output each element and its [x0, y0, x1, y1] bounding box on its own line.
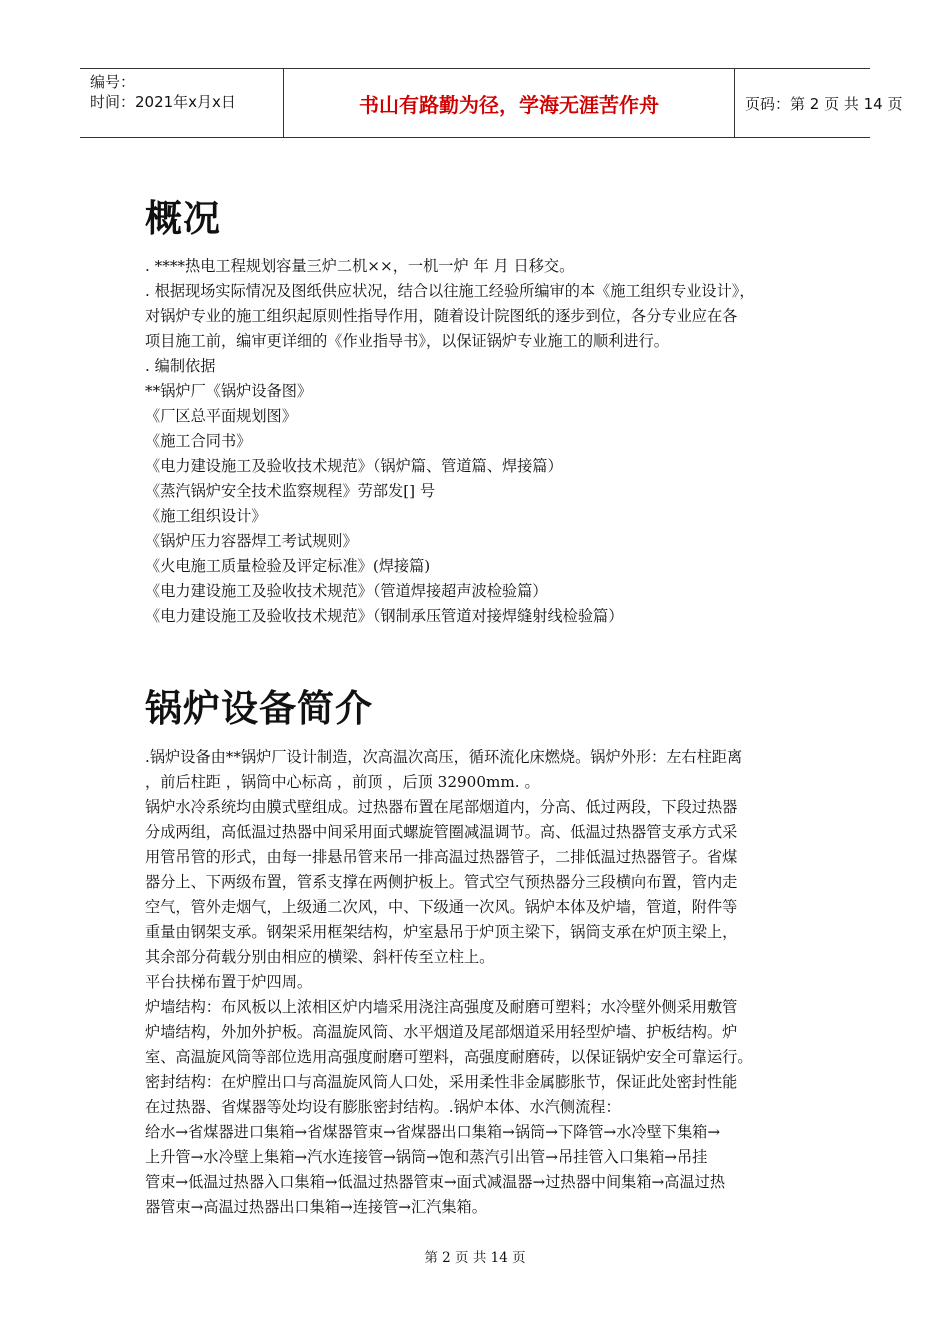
text-line: 重量由钢架支承。钢架采用框架结构，炉室悬吊于炉顶主梁下，锅筒支承在炉顶主梁上， — [145, 923, 738, 941]
text-line: 《电力建设施工及验收技术规范》（锅炉篇、管道篇、焊接篇） — [145, 457, 563, 475]
text-line: 《蒸汽锅炉安全技术监察规程》劳部发[] 号 — [145, 482, 436, 500]
text-line: 在过热器、省煤器等处均设有膨胀密封结构。.锅炉本体、水汽侧流程： — [145, 1098, 621, 1116]
text-line: 《施工组织设计》 — [145, 507, 267, 525]
text-line: 室、高温旋风筒等部位选用高强度耐磨可塑料，高强度耐磨砖，以保证锅炉安全可靠运行。 — [145, 1048, 753, 1066]
text-line: 项目施工前，编审更详细的《作业指导书》，以保证锅炉专业施工的顺利进行。 — [145, 332, 669, 350]
text-line: 空气，管外走烟气，上级通二次风，中、下级通一次风。锅炉本体及炉墙，管道，附件等 — [145, 898, 738, 916]
section-body-boiler-equipment — [145, 745, 817, 1220]
text-line: ，前后柱距 ，锅筒中心标高 ，前顶 ，后顶 32900mm. 。 — [145, 773, 540, 791]
text-line: 上升管→水冷壁上集箱→汽水连接管→锅筒→饱和蒸汽引出管→吊挂管入口集箱→吊挂 — [145, 1148, 708, 1166]
text-line: . ****热电工程规划容量三炉二机××，一机一炉 年 月 日移交。 — [145, 257, 575, 275]
text-line: . 根据现场实际情况及图纸供应状况，结合以往施工经验所编审的本《施工组织专业设计》， — [145, 282, 755, 300]
text-line: 《电力建设施工及验收技术规范》（管道焊接超声波检验篇） — [145, 582, 548, 600]
motto-text: 书山有路勤为径，学海无涯苦作舟 — [359, 93, 659, 117]
text-line: **锅炉厂《锅炉设备图》 — [145, 382, 313, 400]
header-motto-cell — [284, 69, 735, 137]
text-line: 《厂区总平面规划图》 — [145, 407, 297, 425]
text-line: 平台扶梯布置于炉四周。 — [145, 973, 313, 991]
header-meta-cell — [80, 69, 284, 137]
text-line: 密封结构：在炉膛出口与高温旋风筒人口处，采用柔性非金属膨胀节，保证此处密封性能 — [145, 1073, 738, 1091]
text-line: 用管吊管的形式，由每一排悬吊管来吊一排高温过热器管子，二排低温过热器管子。省煤 — [145, 848, 738, 866]
text-line: 炉墙结构，外加外护板。高温旋风筒、水平烟道及尾部烟道采用轻型炉墙、护板结构。炉 — [145, 1023, 738, 1041]
text-line: 其余部分荷载分别由相应的横梁、斜杆传至立柱上。 — [145, 948, 495, 966]
section-title-overview: 概况 — [145, 197, 221, 240]
page-footer: 第 2 页 共 14 页 — [424, 1250, 526, 1266]
document-date: 时间：2021年x月x日 — [90, 93, 236, 111]
text-line: 《电力建设施工及验收技术规范》（钢制承压管道对接焊缝射线检验篇） — [145, 607, 624, 625]
text-line: 《锅炉压力容器焊工考试规则》 — [145, 532, 358, 550]
text-line: . 编制依据 — [145, 357, 216, 375]
text-line: 给水→省煤器进口集箱→省煤器管束→省煤器出口集箱→锅筒→下降管→水冷壁下集箱→ — [145, 1123, 721, 1141]
text-line: 锅炉水冷系统均由膜式壁组成。过热器布置在尾部烟道内，分高、低过两段，下段过热器 — [145, 798, 738, 816]
text-line: 分成两组，高低温过热器中间采用面式螺旋管圈减温调节。高、低温过热器管支承方式采 — [145, 823, 738, 841]
header-page-info: 页码：第 2 页 共 14 页 — [745, 95, 903, 113]
section-body-overview — [145, 254, 817, 629]
text-line: .锅炉设备由**锅炉厂设计制造，次高温次高压，循环流化床燃烧。锅炉外形：左右柱距离 — [145, 748, 743, 766]
text-line: 《火电施工质量检验及评定标准》(焊接篇) — [145, 557, 431, 575]
text-line: 器管束→高温过热器出口集箱→连接管→汇汽集箱。 — [145, 1198, 487, 1216]
text-line: 管束→低温过热器入口集箱→低温过热器管束→面式减温器→过热器中间集箱→高温过热 — [145, 1173, 726, 1191]
text-line: 炉墙结构：布风板以上浓相区炉内墙采用浇注高强度及耐磨可塑料；水冷壁外侧采用敷管 — [145, 998, 738, 1016]
page-header — [80, 68, 903, 138]
text-line: 器分上、下两级布置，管系支撑在两侧护板上。管式空气预热器分三段横向布置，管内走 — [145, 873, 738, 891]
section-title-boiler-equipment: 锅炉设备简介 — [145, 687, 373, 730]
text-line: 《施工合同书》 — [145, 432, 252, 450]
document-number-label: 编号： — [90, 73, 136, 91]
header-page-cell — [735, 69, 903, 137]
text-line: 对锅炉专业的施工组织起原则性指导作用，随着设计院图纸的逐步到位，各分专业应在各 — [145, 307, 738, 325]
